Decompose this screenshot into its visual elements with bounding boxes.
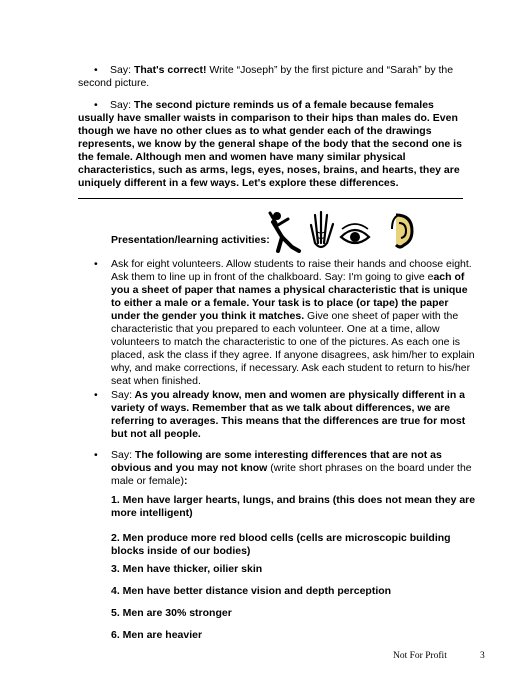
- page-number: 3: [480, 651, 485, 661]
- fact-item: 4. Men have better distance vision and depth perception: [111, 585, 392, 597]
- say-label: Say:: [110, 99, 132, 111]
- fact-item: 1. Men have larger hearts, lungs, and brains (this does not mean they are more intelligent): [111, 494, 476, 519]
- paragraph-text: Ask for eight volunteers. Allow students to raise their hands and choose eight. Ask them to line up in front of the chalkboard. Say: I'm going to give e: [111, 258, 472, 283]
- horizontal-divider: [78, 198, 463, 199]
- paragraph-text: Give one sheet of paper with the characteristic that you prepared to each volunteer. One at a time, allow volunteers to match the characteristic to one of the pictures. As each one is placed, ask the class if they agree. If anyone disagrees, ask him/her to explain why, and make corrections, if necessary. Ask each student to return to his/her seat when finished.: [111, 310, 475, 387]
- bold-phrase: The following are some interesting differences that are not as obvious and you may not know: [111, 449, 442, 474]
- bold-paragraph-text: As you already know, men and women are physically different in a variety of ways. Remember that as we talk about differences, we are referring to averages. This means that the differences are true for most but not all people.: [111, 389, 466, 440]
- say-label: Say:: [111, 449, 133, 461]
- paragraph-text: (write short phrases on the board under the male or female): [111, 462, 472, 487]
- fact-item: 6. Men are heavier: [111, 629, 203, 641]
- fact-item: 5. Men are 30% stronger: [111, 607, 232, 619]
- bullet: •: [94, 449, 98, 461]
- fact-item: 3. Men have thicker, oilier skin: [111, 563, 263, 575]
- fact-item: 2. Men produce more red blood cells (cells are microscopic building blocks inside of our bodies): [111, 532, 451, 557]
- bullet: •: [94, 389, 98, 401]
- colon: :: [183, 475, 188, 487]
- footer-note: Not For Profit: [393, 651, 447, 661]
- paragraph-second-picture: [78, 99, 470, 190]
- ear-icon: [392, 215, 412, 247]
- say-label: Say:: [110, 64, 132, 76]
- bullet: •: [94, 258, 98, 270]
- paragraph-say-correct: [78, 64, 468, 90]
- bullet: •: [94, 99, 98, 111]
- paragraph-interesting-differences: [111, 449, 473, 488]
- activity-icons: [268, 207, 418, 253]
- hand-icon: [311, 212, 333, 247]
- paragraph-text: Write “Joseph” by the first picture and “Sarah” by the second picture.: [78, 64, 454, 89]
- eye-icon: [341, 224, 369, 243]
- section-heading: Presentation/learning activities:: [111, 234, 270, 246]
- stretching-person-icon: [270, 212, 299, 251]
- bold-paragraph-text: The second picture reminds us of a female because females usually have smaller waists in comparison to their hips than males do. Even though we have no other clues as to what gender each of the drawings represents, we know by the general shape of the body that the second one is the female. Although men and women have many similar physical characteristics, such as arms, legs, eyes, noses, brains, and hearts, they are uniquely different in a few ways. Let's explore these differences.: [78, 99, 462, 189]
- paragraph-volunteers: [111, 258, 479, 388]
- bold-phrase: That's correct!: [133, 64, 207, 76]
- say-label: Say:: [111, 389, 133, 401]
- bold-instruction: ach of you a sheet of paper that names a physical characteristic that is unique to either a male or a female. Your task is to place (or tape) the paper under the gender you think it matches.: [111, 271, 468, 322]
- paragraph-physically-different: [111, 389, 473, 441]
- bullet: •: [94, 64, 98, 76]
